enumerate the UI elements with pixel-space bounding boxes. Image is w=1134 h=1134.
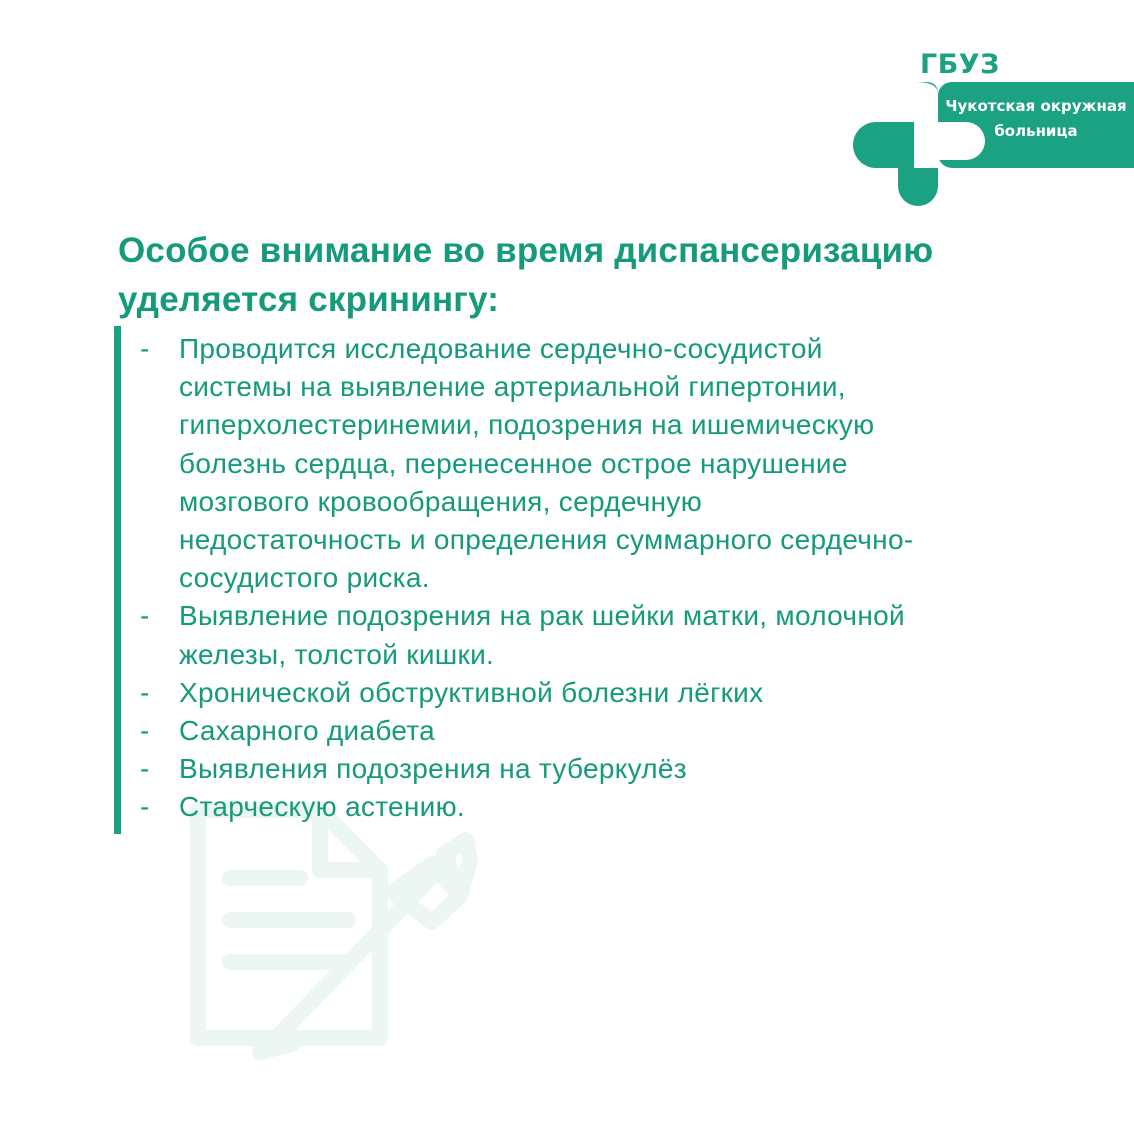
list-item — [140, 674, 1040, 712]
list-bullet: - — [140, 753, 150, 785]
list-item-text: Хронической обструктивной болезни лёгких — [179, 676, 764, 708]
screening-list — [140, 330, 1040, 827]
document-pencil-icon — [168, 800, 478, 1060]
list-item — [140, 750, 1040, 788]
list-item — [140, 597, 1040, 673]
list-item-text: Проводится исследование сердечно-сосудистой системы на выявление артериальной гипертонии, гиперхолестеринемии, подозрения на ишемическую болезнь сердца, перенесенное острое нарушение мозгового кровообращения, сердечную недостаточность и определения суммарного сердечно- сосудистого риска. — [179, 333, 914, 594]
list-item — [140, 712, 1040, 750]
list-item-text: Выявление подозрения на рак шейки матки, молочной железы, толстой кишки. — [179, 600, 905, 670]
list-item — [140, 788, 1040, 826]
list-bullet: - — [140, 333, 150, 364]
accent-bar — [114, 326, 121, 834]
list-bullet: - — [140, 791, 150, 823]
list-item-text: Сахарного диабета — [179, 715, 436, 747]
page-heading: Особое внимание во время диспансеризацию уделяется скринингу: — [118, 231, 934, 319]
list-bullet: - — [140, 715, 150, 747]
logo-org-name: Чукотская окружная больница — [945, 97, 1127, 140]
list-bullet: - — [140, 676, 150, 708]
list-bullet: - — [140, 600, 150, 632]
list-item-text: Старческую астению. — [179, 791, 466, 823]
list-item — [140, 330, 1040, 597]
list-item-text: Выявления подозрения на туберкулёз — [179, 753, 687, 785]
logo-org-short: ГБУЗ — [920, 49, 1000, 80]
